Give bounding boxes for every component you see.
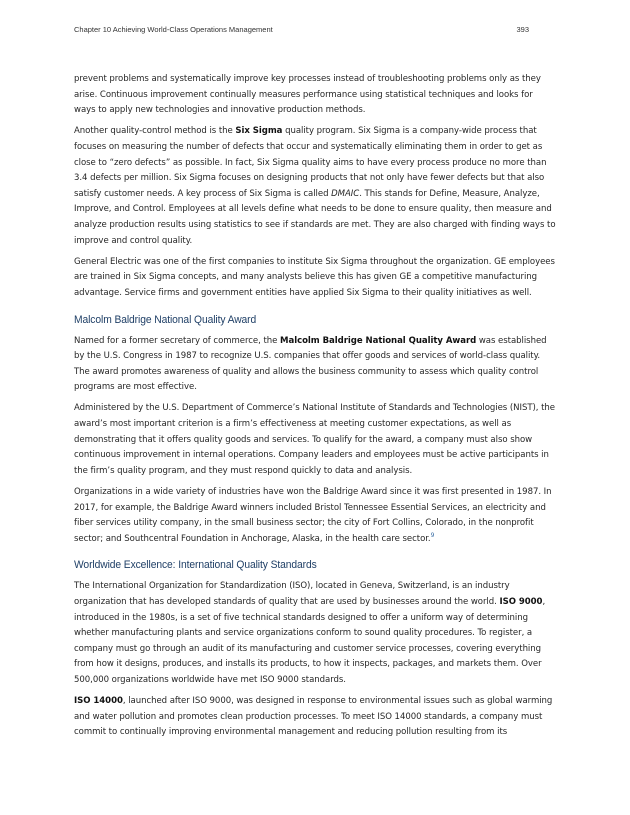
paragraph-award-winners: Organizations in a wide variety of industries have won the Baldrige Award since it was first presented in 1987. In 2017, for example, the Baldrige Award winners included Bristol Tennessee Essential Services, an electricity and fiber services utility company, in the small business sector; the city of Fort Collins, Colorado, in the nonprofit sector; and Southcentral Foundation in Anchorage, Alaska, in the health care sector.$^9$ bbox=[74, 487, 552, 544]
page-content bbox=[74, 72, 556, 747]
term-iso-9000: ISO 9000 bbox=[499, 597, 543, 607]
paragraph-baldrige-award: Named for a former secretary of commerce, the Malcolm Baldrige National Quality Award was established by the U.S. Congress in 1987 to recognize U.S. companies that offer goods and services of world-class quality. The award promotes awareness of quality and allows the business community to assess which quality control programs are most effective. bbox=[74, 335, 547, 393]
paragraph-continuous-improvement: prevent problems and systematically improve key processes instead of troubleshooting problems only as they arise. Continuous improvement continually measures performance using statistical techniques and looks for ways to apply new technologies and innovative production methods. bbox=[74, 74, 541, 116]
paragraph-general-electric: General Electric was one of the first companies to institute Six Sigma throughout the organization. GE employees are trained in Six Sigma concepts, and many analysts believe this has given GE a competitive manufacturing advantage. Service firms and government entities have applied Six Sigma to their quality initiatives as well. bbox=[74, 256, 555, 298]
paragraph-nist: Administered by the U.S. Department of Commerce’s National Institute of Standards and Technologies (NIST), the award’s most important criterion is a firm’s effectiveness at meeting customer expectations, as well as demonstrating that it offers quality goods and services. To qualify for the award, a company must also show continuous improvement in internal operations. Company leaders and employees must be active participants in the firm’s quality program, and they must respond quickly to data and analysis. bbox=[74, 403, 556, 476]
term-baldrige-award: Malcolm Baldrige National Quality Award bbox=[280, 335, 477, 346]
page-number: 393 bbox=[516, 25, 529, 34]
term-iso-14000: ISO 14000 bbox=[74, 696, 123, 707]
paragraph-iso-14000: ISO 14000, launched after ISO 9000, was designed in response to environmental issues such as global warming and water pollution and promotes clean production processes. To meet ISO 14000 standards, a company must commit to continually improving environmental management and reducing pollution resulting from its bbox=[74, 696, 553, 738]
section-heading-baldrige: Malcolm Baldrige National Quality Award bbox=[74, 313, 257, 326]
footnote-link[interactable]: 9 bbox=[430, 531, 435, 539]
chapter-title: Chapter 10 Achieving World-Class Operations Management bbox=[74, 25, 273, 34]
running-header bbox=[74, 25, 529, 34]
paragraph-iso-9000: The International Organization for Standardization (ISO), located in Geneva, Switzerland, is an industry organization that has developed standards of quality that are used by businesses around the world. ISO 9000, introduced in the 1980s, is a set of five technical standards designed to offer a uniform way of determining whether manufacturing plants and service organizations conform to sound quality procedures. To register, a company must go through an audit of its manufacturing and customer service processes, covering everything from how it designs, produces, and installs its products, to how it inspects, packages, and markets them. Over 500,000 organizations worldwide have met ISO 9000 standards. bbox=[74, 581, 546, 685]
section-heading-iso: Worldwide Excellence: International Quality Standards bbox=[74, 559, 317, 572]
paragraph-six-sigma: Another quality-control method is the Six Sigma quality program. Six Sigma is a company-wide process that focuses on measuring the number of defects that occur and systematically eliminating them in order to get as close to “zero defects” as possible. In fact, Six Sigma quality aims to have every process produce no more than 3.4 defects per million. Six Sigma focuses on designing products that not only have fewer defects but that also satisfy customer needs. A key process of Six Sigma is called DMAIC. This stands for Define, Measure, Analyze, Improve, and Control. Employees at all levels define what needs to be done to ensure quality, then measure and analyze production results using statistics to see if standards are met. They are also charged with finding ways to improve and control quality. bbox=[74, 126, 556, 246]
term-six-sigma: Six Sigma bbox=[235, 126, 283, 137]
term-dmaic: DMAIC bbox=[331, 188, 360, 199]
